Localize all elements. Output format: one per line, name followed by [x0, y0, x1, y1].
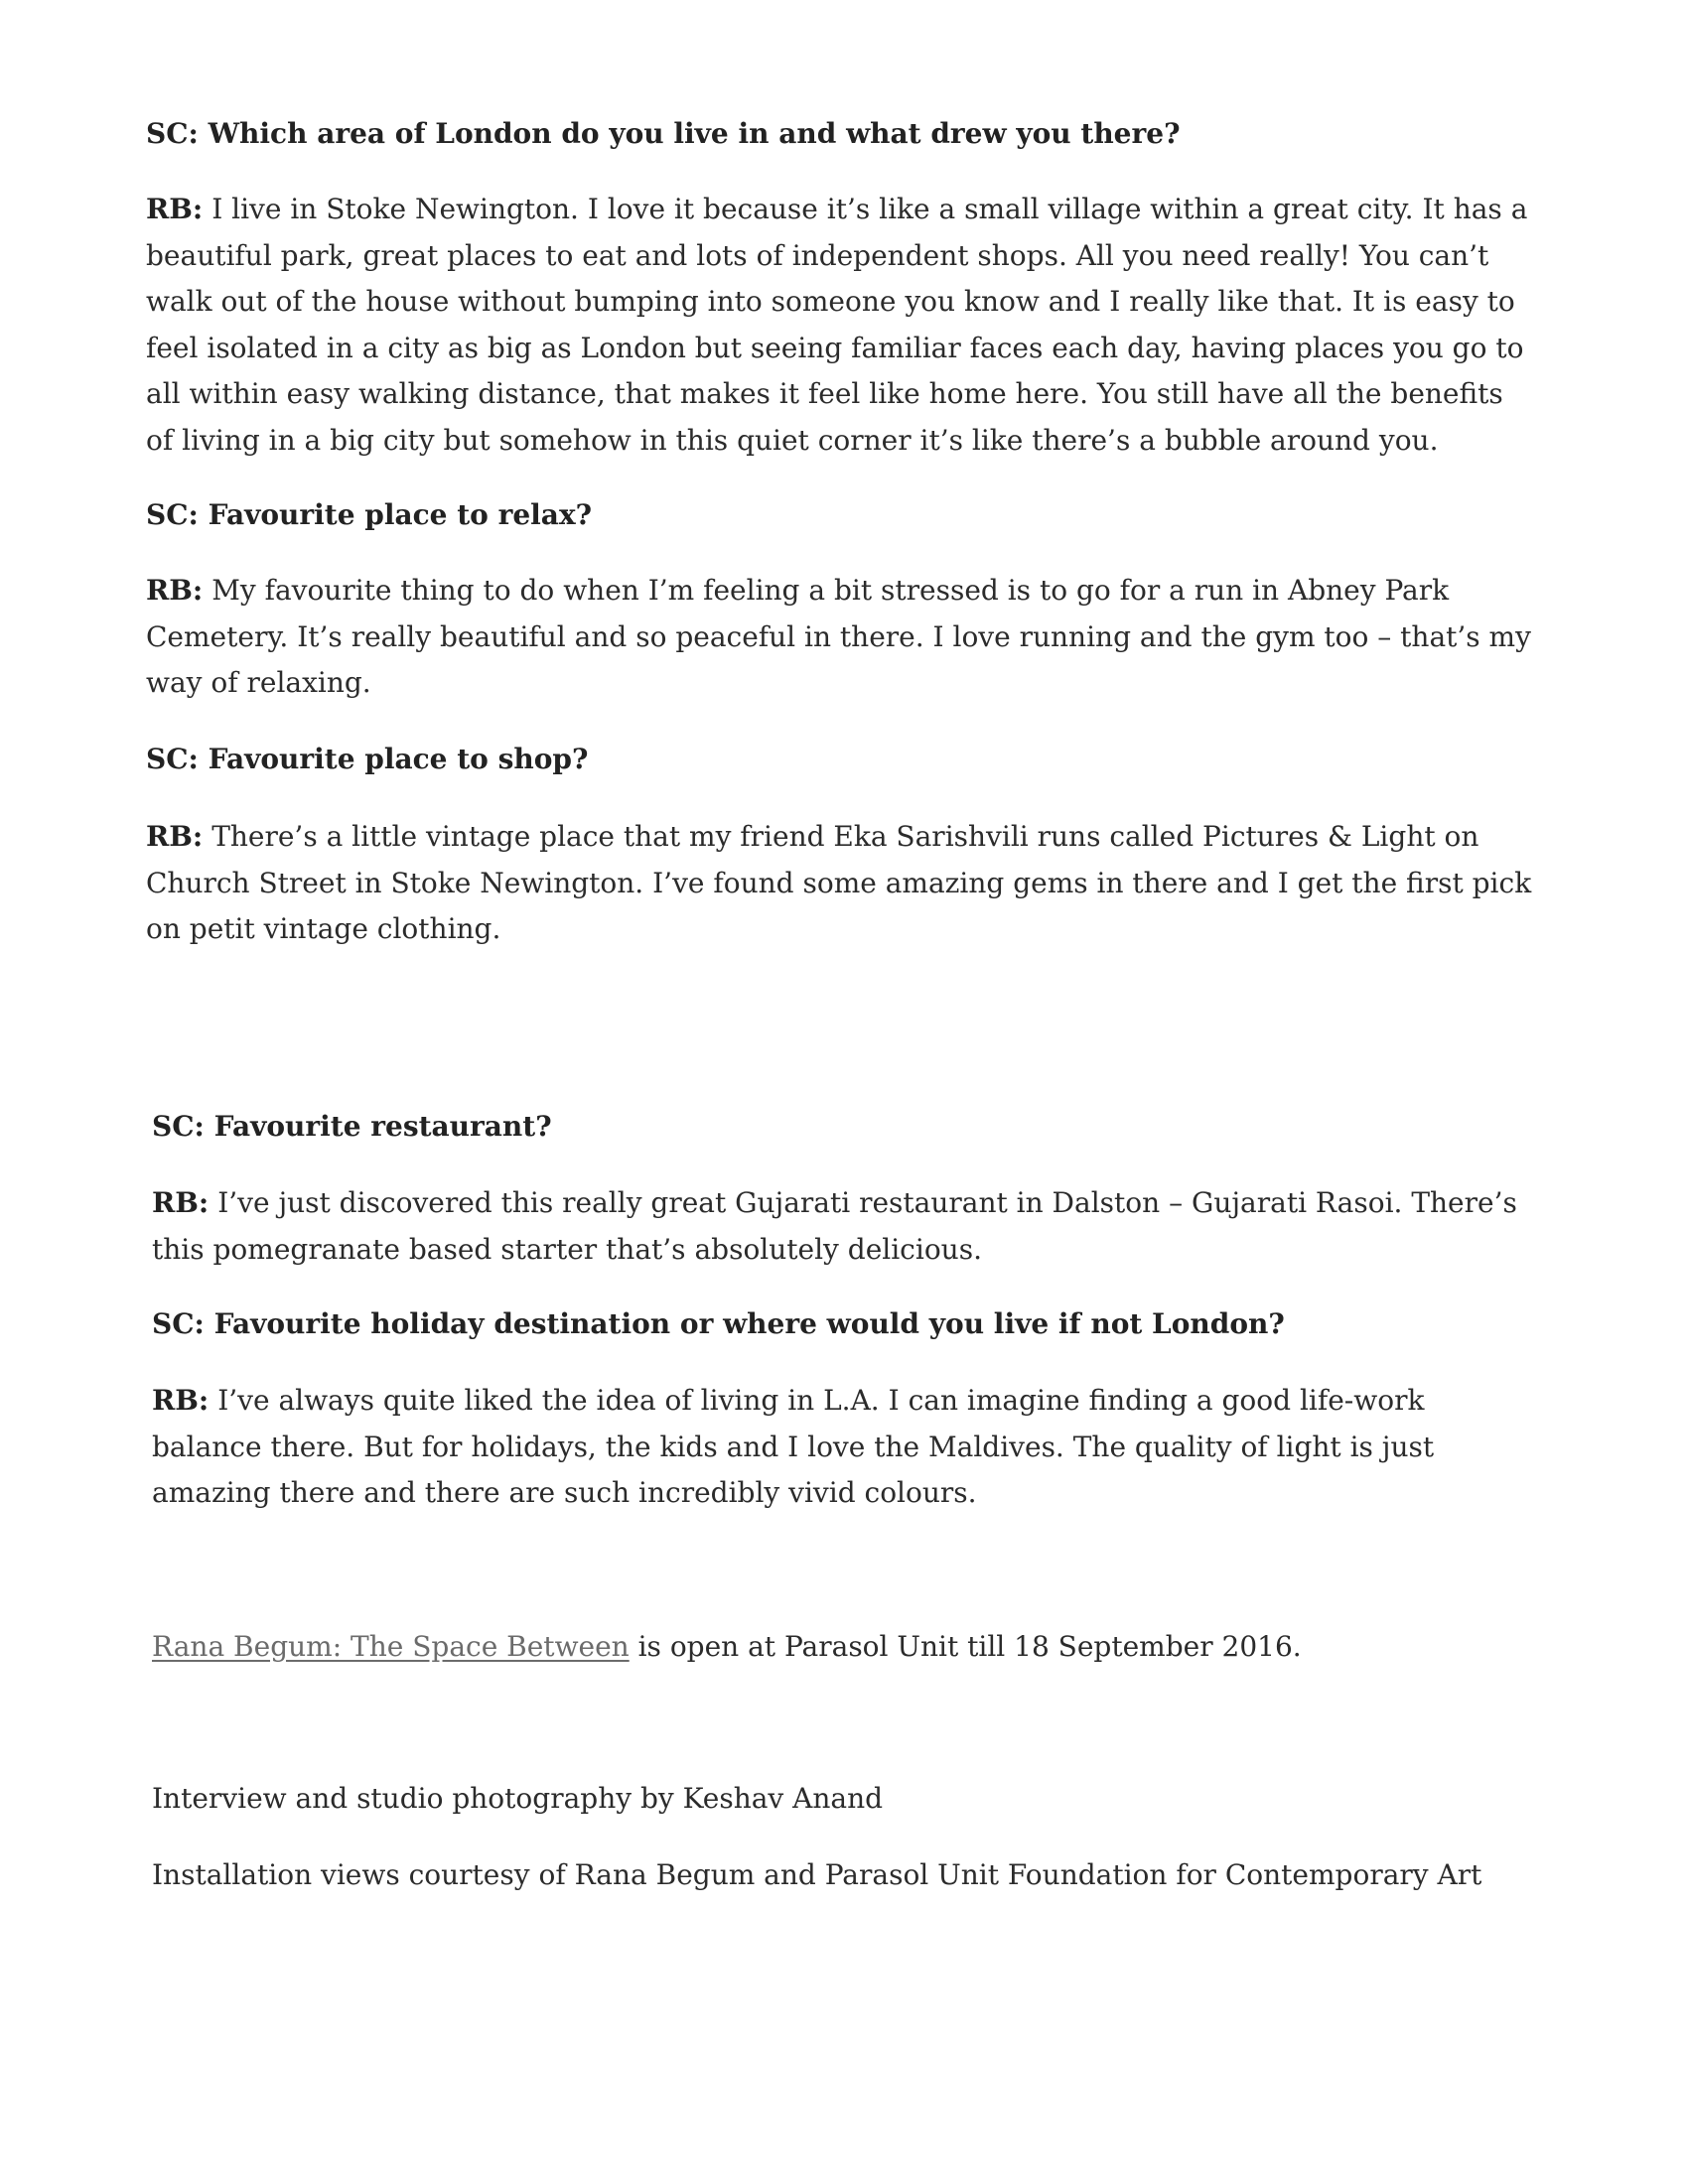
- question-prefix: SC:: [146, 498, 199, 531]
- answer-prefix: RB:: [152, 1186, 210, 1219]
- answer-text: I’ve always quite liked the idea of living in L.A. I can imagine finding a good life-work balance there. But for holidays, the kids and I love the Maldives. The quality of light is just amazing there and there are such incredibly vivid colours.: [152, 1384, 1435, 1509]
- question-place-to-relax: [146, 492, 1536, 538]
- credit-installation-text: Installation views courtesy of Rana Begum and Parasol Unit Foundation for Contemporary Art: [152, 1858, 1482, 1891]
- exhibition-link[interactable]: Rana Begum: The Space Between: [152, 1630, 630, 1663]
- exhibition-info: [152, 1624, 1542, 1671]
- answer-place-to-relax: [146, 568, 1546, 707]
- question-prefix: SC:: [146, 743, 199, 775]
- answer-text: I live in Stoke Newington. I love it because it’s like a small village within a great city. It has a beautiful park, great places to eat and lots of independent shops. All you need really! You can’t walk out of the house without bumping into someone you know and I really like that. It is easy to feel isolated in a city as big as London but seeing familiar faces each day, having places you go to all within easy walking distance, that makes it feel like home here. You still have all the benefits of living in a big city but somehow in this quiet corner it’s like there’s a bubble around you.: [146, 193, 1528, 457]
- question-holiday-destination: [152, 1301, 1562, 1347]
- question-text: Favourite place to relax?: [208, 498, 593, 531]
- question-area-of-london: [146, 111, 1536, 157]
- exhibition-text: is open at Parasol Unit till 18 September 2016.: [629, 1630, 1302, 1663]
- answer-prefix: RB:: [146, 820, 204, 853]
- question-prefix: SC:: [152, 1307, 205, 1340]
- question-favourite-restaurant: [152, 1104, 1542, 1150]
- question-place-to-shop: [146, 737, 1536, 782]
- answer-holiday-destination: [152, 1378, 1542, 1517]
- question-prefix: SC:: [146, 117, 199, 150]
- credit-photography: [152, 1776, 1542, 1823]
- answer-favourite-restaurant: [152, 1180, 1542, 1273]
- question-text: Which area of London do you live in and what drew you there?: [208, 117, 1181, 150]
- answer-text: I’ve just discovered this really great Gujarati restaurant in Dalston – Gujarati Rasoi. There’s this pomegranate based starter that’s absolutely delicious.: [152, 1186, 1517, 1266]
- question-prefix: SC:: [152, 1110, 205, 1143]
- answer-text: My favourite thing to do when I’m feeling a bit stressed is to go for a run in Abney Park Cemetery. It’s really beautiful and so peaceful in there. I love running and the gym too – that’s my way of relaxing.: [146, 574, 1531, 699]
- question-text: Favourite holiday destination or where would you live if not London?: [213, 1307, 1285, 1340]
- answer-text: There’s a little vintage place that my friend Eka Sarishvili runs called Pictures & Light on Church Street in Stoke Newington. I’ve found some amazing gems in there and I get the first pick on petit vintage clothing.: [146, 820, 1532, 945]
- question-text: Favourite place to shop?: [208, 743, 589, 775]
- answer-prefix: RB:: [146, 193, 204, 225]
- credit-photography-text: Interview and studio photography by Keshav Anand: [152, 1782, 884, 1815]
- question-text: Favourite restaurant?: [213, 1110, 552, 1143]
- answer-area-of-london: [146, 187, 1536, 464]
- answer-place-to-shop: [146, 814, 1536, 953]
- answer-prefix: RB:: [152, 1384, 210, 1417]
- answer-prefix: RB:: [146, 574, 204, 607]
- credit-installation: [152, 1852, 1542, 1899]
